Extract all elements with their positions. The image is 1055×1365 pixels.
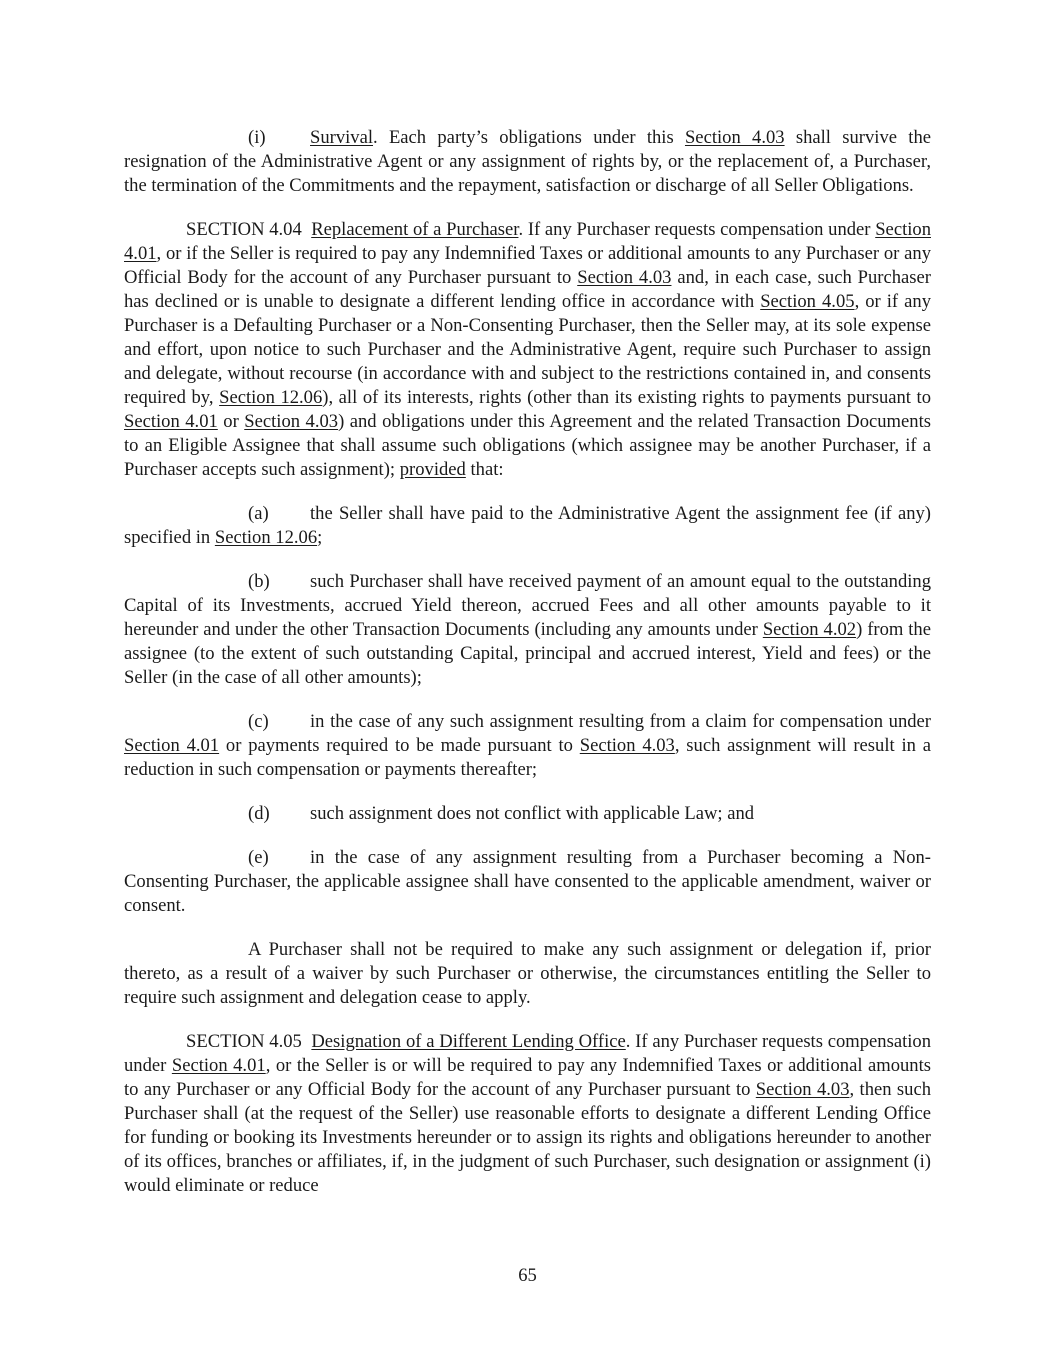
text-run: and, in each case, such Purchaser has declined or is unable to designate a different lending office in accordance with: [124, 267, 931, 312]
section-ref-link[interactable]: Section 4.03: [244, 411, 339, 432]
section-ref-link[interactable]: Section 4.05: [760, 291, 855, 312]
text-run: , or if any Purchaser is a Defaulting Purchaser or a Non-Consenting Purchaser, then the Seller may, at its sole expense and effort, upon notice to such Purchaser and the Administrative Agent, require such Purchaser to assign and delegate, without recourse (in accordance with and subject to the restrictions contained in, and consents required by,: [124, 291, 932, 408]
text-run: in the case of any such assignment resulting from a claim for compensation under: [310, 711, 931, 732]
section-ref-link[interactable]: Section 4.03: [579, 735, 675, 756]
section-number: SECTION 4.05: [186, 1031, 302, 1052]
text-run: , or if the Seller is required to pay any Indemnified Taxes or additional amounts to any Purchaser or any Official Body for the account of any Purchaser pursuant to: [124, 243, 931, 288]
text-run: ;: [317, 527, 323, 548]
text-run: such assignment does not conflict with applicable Law; and: [310, 803, 755, 824]
section-title: Designation of a Different Lending Office: [311, 1031, 626, 1052]
clause-label: (e): [248, 847, 269, 868]
clause-d: [124, 802, 931, 826]
text-run: in the case of any assignment resulting from a Purchaser becoming a Non-Consenting Purchaser, the applicable assignee shall have consented to the applicable amendment, waiver or consent.: [124, 847, 931, 916]
text-run: ) from the assignee (to the extent of such outstanding Capital, principal and accrued interest, Yield and fees) or the Seller (in the case of all other amounts);: [124, 619, 931, 688]
text-run: . Each party’s obligations under this: [373, 127, 685, 148]
section-4-05-paragraph: [124, 1030, 931, 1198]
text-run: . If any Purchaser requests compensation under: [518, 219, 876, 240]
section-ref-link[interactable]: Section 12.06: [214, 527, 318, 548]
clause-heading-survival: Survival: [310, 127, 374, 148]
clause-e: [124, 846, 931, 918]
clause-label: (i): [248, 127, 266, 148]
section-title: Replacement of a Purchaser: [311, 219, 519, 240]
text-run: that:: [465, 459, 504, 480]
section-ref-link[interactable]: Section 4.01: [171, 1055, 266, 1076]
text-run: or payments required to be made pursuant to: [219, 735, 580, 756]
section-number: SECTION 4.04: [186, 219, 302, 240]
clause-label: (c): [248, 711, 269, 732]
text-run: shall survive the resignation of the Administrative Agent or any assignment of rights by, or the replacement of, a Purchaser, the termination of the Commitments and the repayment, satisfaction or discharge of all Seller Obligations.: [124, 127, 931, 196]
page-number: 65: [518, 1265, 537, 1286]
text-run: , or the Seller is or will be required to pay any Indemnified Taxes or additional amounts to any Purchaser or any Official Body for the account of any Purchaser pursuant to: [124, 1055, 932, 1100]
clause-a: [124, 502, 931, 550]
section-ref-link[interactable]: Section 4.03: [755, 1079, 850, 1100]
document-page: [124, 126, 931, 1218]
section-ref-link[interactable]: Section 4.03: [577, 267, 672, 288]
section-ref-link[interactable]: Section 4.02: [762, 619, 857, 640]
provided-term: provided: [399, 459, 466, 480]
text-run: or: [217, 411, 245, 432]
section-ref-link[interactable]: Section 12.06: [219, 387, 323, 408]
clause-label: (a): [248, 503, 269, 524]
text-run: ) and obligations under this Agreement and the related Transaction Documents to an Eligible Assignee that shall assume such obligations (which assignee may be another Purchaser, if a Purchaser accepts such assignment);: [124, 411, 931, 480]
clause-label: (d): [248, 803, 270, 824]
section-ref-link[interactable]: Section 4.03: [684, 127, 785, 148]
section-ref-link[interactable]: Section 4.01: [124, 411, 218, 432]
section-ref-link[interactable]: Section 4.01: [124, 219, 931, 264]
text-run: . If any Purchaser requests compensation under: [124, 1031, 931, 1076]
text-run: the Seller shall have paid to the Administrative Agent the assignment fee (if any) specified in: [124, 503, 931, 548]
text-run: ), all of its interests, rights (other than its existing rights to payments pursuant to: [322, 387, 931, 408]
section-ref-link[interactable]: Section 4.01: [124, 735, 220, 756]
clause-label: (b): [248, 571, 270, 592]
paragraph-no-assignment: [124, 938, 931, 1010]
text-run: A Purchaser shall not be required to make any such assignment or delegation if, prior thereto, as a result of a waiver by such Purchaser or otherwise, the circumstances entitling the Seller to require such assignment and delegation cease to apply.: [124, 939, 931, 1008]
text-run: such Purchaser shall have received payment of an amount equal to the outstanding Capital of its Investments, accrued Yield thereon, accrued Fees and all other amounts payable to it hereunder and under the other Transaction Documents (including any amounts under: [124, 571, 931, 640]
text-run: , such assignment will result in a reduction in such compensation or payments thereafter;: [124, 735, 931, 780]
text-run: , then such Purchaser shall (at the request of the Seller) use reasonable efforts to designate a different Lending Office for funding or booking its Investments hereunder or to assign its rights and obligations hereunder to another of its offices, branches or affiliates, if, in the judgment of such Purchaser, such designation or assignment (i) would eliminate or reduce: [124, 1079, 932, 1196]
clause-c: [124, 710, 931, 782]
section-4-04-paragraph: [124, 218, 931, 482]
paragraph-survival: [124, 126, 931, 198]
clause-b: [124, 570, 931, 690]
